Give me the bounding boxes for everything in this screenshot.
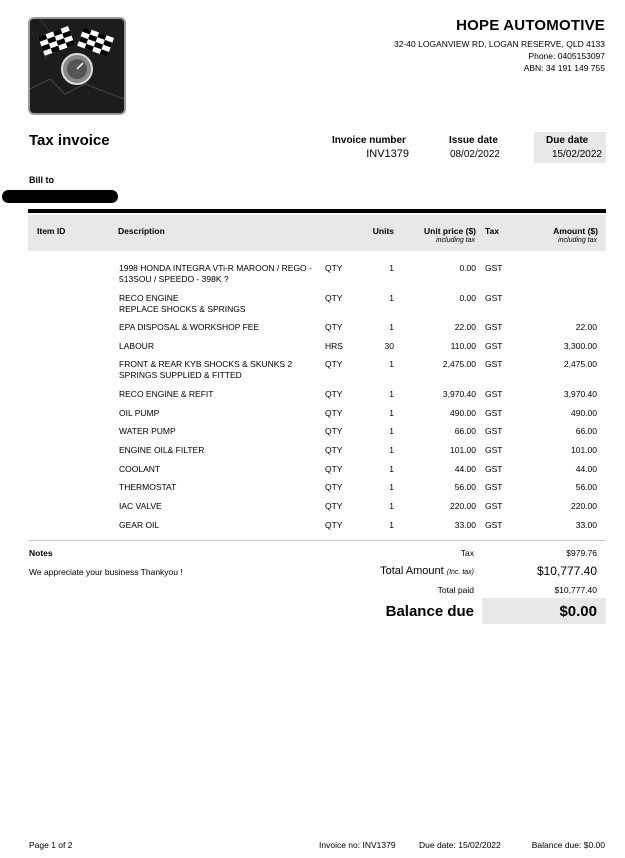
row-description: GEAR OIL	[119, 520, 160, 530]
row-tax: GST	[485, 501, 503, 511]
row-unit-price: 44.00	[454, 464, 476, 474]
row-amount: 3,300.00	[563, 341, 597, 351]
issue-date: 08/02/2022	[449, 149, 500, 160]
row-unit-price: 2,475.00	[442, 359, 476, 369]
row-unit-type: QTY	[325, 293, 343, 303]
row-unit-type: HRS	[325, 341, 343, 351]
row-units: 1	[389, 408, 394, 418]
due-date-label: Due date	[546, 135, 589, 146]
row-tax: GST	[485, 520, 503, 530]
row-description: LABOUR	[119, 341, 154, 351]
row-description: ENGINE OIL& FILTER	[119, 445, 205, 455]
row-units: 1	[389, 263, 394, 273]
row-amount: 3,970.40	[563, 389, 597, 399]
total-amount-label-group	[380, 565, 474, 577]
row-unit-type: QTY	[325, 464, 343, 474]
col-description: Description	[118, 226, 165, 236]
row-unit-price: 3,970.40	[442, 389, 476, 399]
row-description: WATER PUMP	[119, 426, 176, 436]
row-description: RECO ENGINE & REFIT	[119, 389, 214, 399]
tax-value: $979.76	[566, 548, 597, 558]
row-description: OIL PUMP	[119, 408, 160, 418]
notes-label: Notes	[29, 548, 53, 558]
due-date: 15/02/2022	[551, 149, 602, 160]
row-tax: GST	[485, 426, 503, 436]
row-description: RECO ENGINE REPLACE SHOCKS & SPRINGS	[119, 293, 246, 314]
row-unit-type: QTY	[325, 482, 343, 492]
row-amount: 22.00	[575, 322, 597, 332]
company-phone: Phone: 0405153097	[528, 51, 605, 61]
row-tax: GST	[485, 408, 503, 418]
row-unit-price: 490.00	[450, 408, 476, 418]
row-unit-type: QTY	[325, 501, 343, 511]
row-tax: GST	[485, 359, 503, 369]
company-address: 32-40 LOGANVIEW RD, LOGAN RESERVE, QLD 4133	[393, 39, 605, 49]
col-unit-price-sub: including tax	[436, 237, 475, 244]
invoice-number: INV1379	[366, 148, 409, 160]
row-amount: 56.00	[575, 482, 597, 492]
total-amount-value: $10,777.40	[536, 564, 597, 578]
totals-divider	[28, 540, 606, 541]
row-unit-type: QTY	[325, 445, 343, 455]
row-unit-type: QTY	[325, 359, 343, 369]
company-name: HOPE AUTOMOTIVE	[456, 17, 605, 34]
row-unit-price: 56.00	[454, 482, 476, 492]
company-info	[394, 17, 605, 73]
row-tax: GST	[485, 482, 503, 492]
row-unit-price: 101.00	[450, 445, 476, 455]
row-unit-price: 0.00	[459, 263, 476, 273]
row-amount: 2,475.00	[563, 359, 597, 369]
row-units: 30	[384, 341, 394, 351]
document-title: Tax invoice	[29, 132, 110, 149]
row-unit-type: QTY	[325, 389, 343, 399]
row-tax: GST	[485, 341, 503, 351]
notes-text: We appreciate your business Thankyou !	[29, 567, 183, 577]
row-amount: 220.00	[571, 501, 597, 511]
footer-page: Page 1 of 2	[29, 840, 73, 850]
col-units: Units	[372, 226, 394, 236]
row-description: EPA DISPOSAL & WORKSHOP FEE	[119, 322, 260, 332]
row-description: 1998 HONDA INTEGRA VTi-R MAROON / REGO - 513SOU / SPEEDO - 398K ?	[119, 263, 312, 284]
row-unit-price: 33.00	[454, 520, 476, 530]
col-tax: Tax	[485, 226, 500, 236]
row-tax: GST	[485, 293, 503, 303]
row-unit-type: QTY	[325, 322, 343, 332]
balance-due-value: $0.00	[559, 603, 597, 620]
col-item-id: Item ID	[37, 226, 66, 236]
row-tax: GST	[485, 322, 503, 332]
col-amount: Amount ($)	[553, 226, 598, 236]
row-tax: GST	[485, 389, 503, 399]
row-units: 1	[389, 482, 394, 492]
row-description: IAC VALVE	[119, 501, 162, 511]
redacted-customer-name	[2, 190, 118, 203]
issue-date-label: Issue date	[449, 135, 498, 146]
table-header	[28, 215, 606, 251]
bill-to-label: Bill to	[29, 175, 54, 185]
row-amount: 33.00	[575, 520, 597, 530]
footer-invoice-no: Invoice no: INV1379	[319, 840, 396, 850]
row-unit-price: 220.00	[450, 501, 476, 511]
col-amount-sub: including tax	[558, 237, 597, 244]
row-tax: GST	[485, 263, 503, 273]
row-units: 1	[389, 389, 394, 399]
total-amount-sub: (Inc. tax)	[446, 569, 474, 576]
row-unit-price: 0.00	[459, 293, 476, 303]
tax-label: Tax	[460, 548, 474, 558]
row-units: 1	[389, 464, 394, 474]
row-description: FRONT & REAR KYB SHOCKS & SKUNKS 2 SPRINGS SUPPLIED & FITTED	[119, 359, 293, 380]
row-unit-price: 110.00	[450, 341, 476, 351]
company-logo	[28, 17, 126, 115]
footer-due-date: Due date: 15/02/2022	[419, 840, 501, 850]
row-unit-price: 66.00	[454, 426, 476, 436]
row-amount: 66.00	[575, 426, 597, 436]
row-unit-type: QTY	[325, 263, 343, 273]
footer-balance-due: Balance due: $0.00	[531, 840, 605, 850]
row-units: 1	[389, 520, 394, 530]
row-tax: GST	[485, 445, 503, 455]
total-paid-label: Total paid	[437, 585, 474, 595]
row-units: 1	[389, 445, 394, 455]
row-amount: 101.00	[571, 445, 597, 455]
balance-due-label: Balance due	[385, 603, 474, 620]
row-units: 1	[389, 322, 394, 332]
row-units: 1	[389, 293, 394, 303]
row-unit-type: QTY	[325, 426, 343, 436]
row-description: COOLANT	[119, 464, 161, 474]
row-units: 1	[389, 359, 394, 369]
row-unit-price: 22.00	[454, 322, 476, 332]
row-amount: 44.00	[575, 464, 597, 474]
row-unit-type: QTY	[325, 520, 343, 530]
row-units: 1	[389, 426, 394, 436]
header-rule	[28, 209, 606, 213]
row-tax: GST	[485, 464, 503, 474]
total-paid-value: $10,777.40	[554, 585, 597, 595]
col-unit-price: Unit price ($)	[424, 226, 476, 236]
row-description: THERMOSTAT	[119, 482, 177, 492]
total-amount-label: Total Amount	[380, 565, 444, 577]
company-abn: ABN: 34 191 149 755	[523, 63, 605, 73]
row-units: 1	[389, 501, 394, 511]
row-unit-type: QTY	[325, 408, 343, 418]
invoice-number-label: Invoice number	[332, 135, 406, 146]
row-amount: 490.00	[571, 408, 597, 418]
